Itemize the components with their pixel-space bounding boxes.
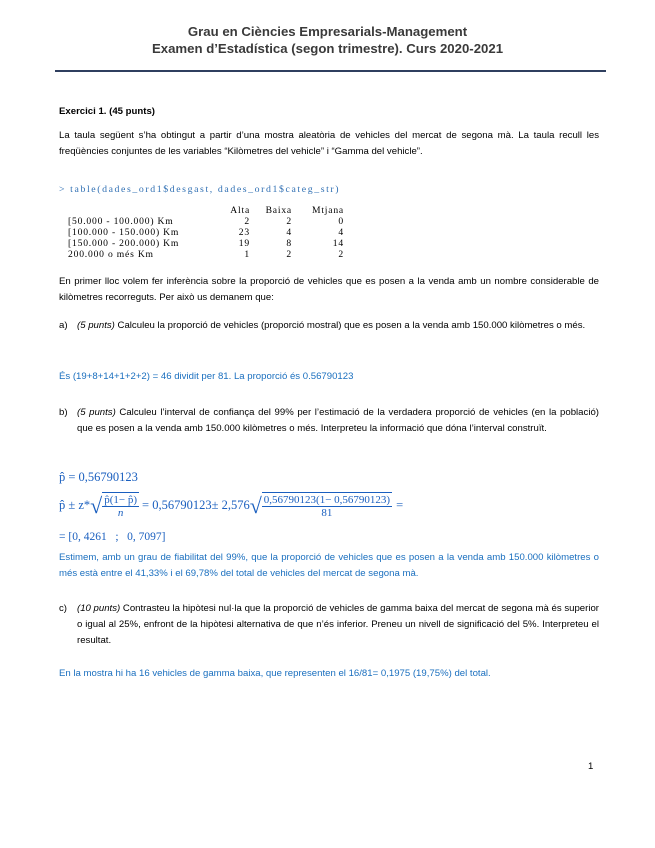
header-rule xyxy=(55,70,606,72)
table-cell: 2 xyxy=(244,216,250,227)
table-row xyxy=(68,216,344,227)
table-cell: 14 xyxy=(332,238,344,249)
part-b-label: b) xyxy=(59,407,68,418)
part-c-answer: En la mostra hi ha 16 vehicles de gamma baixa, que representen el 16/81= 0,1975 (19,75%) del total. xyxy=(59,668,491,679)
exercise-heading: Exercici 1. (45 punts) xyxy=(59,106,155,117)
page-number: 1 xyxy=(588,761,594,772)
table-cell: 23 xyxy=(238,227,250,238)
table-row xyxy=(68,227,344,238)
part-b-answer: Estimem, amb un grau de fiabilitat del 99%, que la proporció de vehicles que es posen a la venda amb 150.000 kilòmetres o més està entre el 41,33% i el 69,78% del total de vehicles del mercat de segona mà. xyxy=(59,552,599,579)
table-cell: 4 xyxy=(338,227,344,238)
exercise-intro: La taula següent s’ha obtingut a partir d’una mostra aleatòria de vehicles del mercat de segona mà. La taula recull les freqüències conjuntes de les variables “Kilòmetres del vehicle” i “Gamma del vehicle”. xyxy=(59,130,599,157)
table-row xyxy=(68,238,344,249)
row-label: 200.000 o més Km xyxy=(68,249,154,260)
row-label: [100.000 - 150.000) Km xyxy=(68,227,180,238)
document-title-line1: Grau en Ciències Empresarials-Management xyxy=(187,24,468,39)
table-header: Mtjana xyxy=(312,205,344,216)
fraction-denominator: 81 xyxy=(321,507,333,519)
table-cell: 8 xyxy=(286,238,292,249)
formula-middle: = 0,56790123± 2,576 xyxy=(142,498,250,512)
table-cell: 1 xyxy=(244,249,250,260)
table-header-row xyxy=(68,205,344,216)
formula-tail: = xyxy=(396,498,404,512)
fraction-numerator: 0,56790123(1− 0,56790123) xyxy=(263,494,391,506)
part-c-text: Contrasteu la hipòtesi nul·la que la proporció de vehicles de gamma baixa del mercat de segona mà és superior o igual al 25%, enfront de la hipòtesi alternativa de que n’és inferior. Preneu un nivell de significació del 5%. Interpreteu el resultat. xyxy=(77,603,599,646)
part-a-text: Calculeu la proporció de vehicles (proporció mostral) que es posen a la venda amb 150.000 kilòmetres o més. xyxy=(114,320,586,331)
formula-lhs: p̂ ± z* xyxy=(59,498,91,512)
document-title-line2: Examen d’Estadística (segon trimestre). Curs 2020-2021 xyxy=(151,41,504,56)
fraction-denominator: n xyxy=(117,507,124,519)
table-cell: 19 xyxy=(238,238,250,249)
part-c-question xyxy=(77,601,599,649)
part-b-question xyxy=(77,405,599,437)
row-label: [50.000 - 100.000) Km xyxy=(68,216,174,227)
table-cell: 2 xyxy=(286,249,292,260)
r-command: > table(dades_ord1$desgast, dades_ord1$categ_str) xyxy=(59,184,341,195)
part-b-points: (5 punts) xyxy=(77,407,116,418)
table-header: Baixa xyxy=(265,205,292,216)
sqrt-term-1 xyxy=(90,492,139,519)
table-cell: 0 xyxy=(338,216,344,227)
fraction-numerator: p̂(1− p̂) xyxy=(104,494,138,506)
phat-value: p̂ = 0,56790123 xyxy=(59,470,138,484)
part-a-question xyxy=(77,318,599,334)
table-cell: 4 xyxy=(286,227,292,238)
part-a-answer: És (19+8+14+1+2+2) = 46 dividit per 81. La proporció és 0.56790123 xyxy=(59,371,354,382)
sqrt-symbol: √ xyxy=(90,492,103,518)
interval-result: = [0, 4261 ; 0, 7097] xyxy=(59,531,166,543)
table-row xyxy=(68,249,344,260)
inference-intro: En primer lloc volem fer inferència sobre la proporció de vehicles que es posen a la venda amb un nombre considerable de kilòmetres recorreguts. Per això us demanem que: xyxy=(59,276,599,303)
part-a-label: a) xyxy=(59,320,68,331)
confidence-interval-formula xyxy=(59,492,403,519)
part-c-points: (10 punts) xyxy=(77,603,121,614)
frequency-table xyxy=(68,205,344,260)
row-label: [150.000 - 200.000) Km xyxy=(68,238,180,249)
table-cell: 2 xyxy=(286,216,292,227)
part-a-points: (5 punts) xyxy=(77,320,115,331)
sqrt-term-2 xyxy=(250,492,392,519)
table-cell: 2 xyxy=(338,249,344,260)
table-header: Alta xyxy=(230,205,250,216)
part-b-text: Calculeu l’interval de confiança del 99% per l’estimació de la verdadera proporció de vehicles (en la població) que es posen a la venda amb 150.000 kilòmetres o més. Interpreteu la informació que dóna l’interval construït. xyxy=(77,407,599,434)
part-c-label: c) xyxy=(59,603,67,614)
sqrt-symbol: √ xyxy=(249,492,262,518)
